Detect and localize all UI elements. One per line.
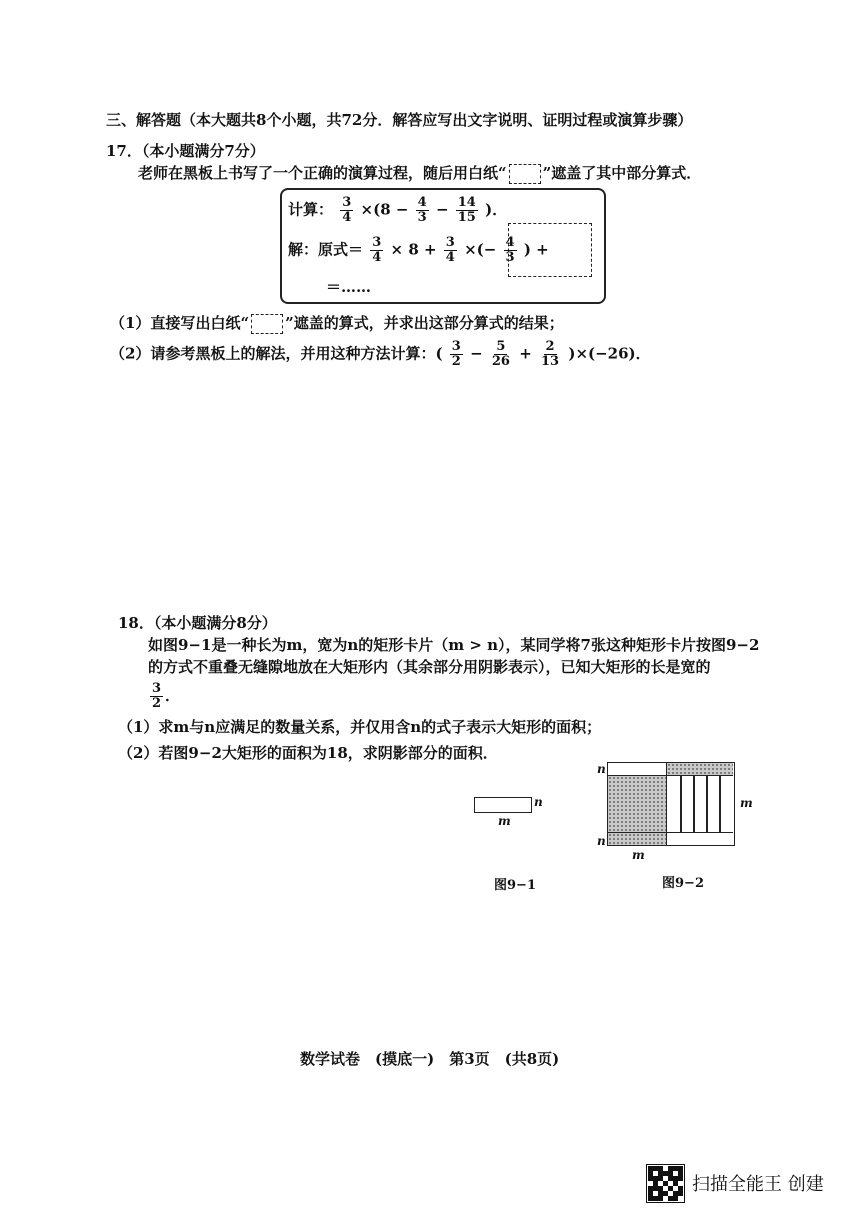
frac-num: 5 — [496, 339, 506, 354]
q17-intro — [138, 162, 701, 184]
frac-num: 3 — [152, 681, 162, 696]
calc-mid: ×(8 − — [360, 200, 409, 219]
frac-num: 3 — [445, 235, 455, 250]
card-divider — [680, 776, 682, 832]
sol-label: 解：原式＝ — [288, 240, 364, 259]
p2-end: )×(−26)． — [568, 344, 651, 363]
calc-frac3 — [456, 196, 478, 225]
frac-den: 4 — [372, 250, 382, 265]
q17-part2-text: （2）请参考黑板上的解法，并用这种方法计算：( — [110, 344, 443, 363]
sol-frac2 — [444, 236, 457, 265]
q18-frac — [150, 682, 163, 711]
qr-grid — [646, 1164, 685, 1203]
q18-line1: 如图9−1是一种长为m，宽为n的矩形卡片（m > n），某同学将7张这种矩形卡片按图9−2 — [148, 636, 760, 654]
calc-label: 计算： — [288, 200, 334, 219]
frac-den: 13 — [541, 354, 560, 369]
q17-part1-after: ”遮盖的算式，并求出这部分算式的结果； — [285, 314, 564, 332]
fig9-2-bottom-card — [667, 832, 733, 845]
qr-code-icon — [646, 1164, 685, 1203]
p2-frac3 — [539, 340, 561, 369]
frac-den: 3 — [417, 210, 427, 225]
fig9-2-big-rect — [607, 762, 735, 846]
frac-den: 4 — [445, 250, 455, 265]
white-paper-box-small — [251, 314, 283, 334]
frac-num: 3 — [372, 235, 382, 250]
q18-part2: （2）若图9−2大矩形的面积为18，求阴影部分的面积． — [118, 744, 498, 762]
frac-den: 2 — [152, 696, 162, 711]
watermark-text: 扫描全能王 创建 — [692, 1174, 824, 1195]
q18-line2: 的方式不重叠无缝隙地放在大矩形内（其余部分用阴影表示），已知大矩形的长是宽的 — [148, 658, 711, 676]
fig9-1-label-m: m — [498, 814, 511, 828]
q17-part1 — [110, 312, 564, 334]
fig9-2-shade-top-right — [667, 763, 733, 776]
section-heading: 三、解答题（本大题共8个小题，共72分．解答应写出文字说明、证明过程或演算步骤） — [106, 111, 693, 129]
frac-num: 4 — [505, 235, 515, 250]
frac-num: 3 — [342, 195, 352, 210]
calc-end: )． — [485, 200, 508, 219]
p2-frac1 — [450, 340, 463, 369]
card-divider — [693, 776, 695, 832]
q18-number: 18．（本小题满分8分） — [118, 614, 277, 632]
q17-part1-before: （1）直接写出白纸“ — [110, 314, 250, 332]
board-result-line: ＝…… — [326, 278, 372, 296]
p2-plus: + — [519, 344, 532, 363]
frac-num: 2 — [545, 339, 555, 354]
card-divider — [719, 776, 721, 832]
calc-frac2 — [416, 196, 429, 225]
fig9-2-label-m-bottom: m — [632, 848, 645, 862]
sol-mid2: ×(− — [464, 240, 497, 259]
frac-num: 4 — [417, 195, 427, 210]
white-paper-box — [509, 164, 541, 184]
fig9-1-label-n: n — [534, 795, 543, 809]
q17-intro-before: 老师在黑板上书写了一个正确的演算过程，随后用白纸“ — [138, 164, 507, 182]
blackboard-box — [280, 188, 606, 304]
fig9-1-caption: 图9−1 — [494, 878, 536, 893]
q18-frac-end: ． — [165, 686, 181, 705]
sol-end: ) + — [523, 240, 549, 259]
frac-den: 4 — [342, 210, 352, 225]
fig9-2-shade-bottom-left — [608, 832, 667, 845]
fig9-2-vertical-cards — [667, 776, 733, 832]
p2-minus: − — [470, 344, 483, 363]
fig9-2-caption: 图9−2 — [662, 876, 704, 891]
p2-frac2 — [490, 340, 512, 369]
frac-num: 14 — [457, 195, 476, 210]
covered-area-box — [508, 223, 592, 277]
calc-minus: − — [435, 200, 449, 219]
frac-num: 3 — [451, 339, 461, 354]
fig9-1-card — [474, 797, 532, 813]
frac-den: 15 — [457, 210, 476, 225]
q17-intro-after: ”遮盖了其中部分算式． — [542, 164, 702, 182]
q17-part2 — [110, 340, 651, 369]
frac-den: 26 — [491, 354, 510, 369]
q17-number: 17．（本小题满分7分） — [106, 142, 265, 160]
fig9-2-label-m-right: m — [740, 796, 753, 810]
frac-den: 2 — [451, 354, 461, 369]
card-divider — [706, 776, 708, 832]
page-footer: 数学试卷 (摸底一) 第3页 (共8页) — [300, 1050, 560, 1068]
calc-frac1 — [340, 196, 353, 225]
sol-frac1 — [370, 236, 383, 265]
frac-den: 3 — [505, 250, 515, 265]
fig9-2-shade-left — [608, 776, 667, 832]
sol-mid1: × 8 + — [390, 240, 437, 259]
fig9-2-label-n-bottom: n — [597, 834, 606, 848]
fig9-2-label-n-top: n — [597, 762, 606, 776]
fig9-2-top-card — [608, 763, 667, 776]
q18-part1: （1）求m与n应满足的数量关系，并仅用含n的式子表示大矩形的面积； — [118, 718, 602, 736]
board-calc-line — [288, 196, 507, 225]
q18-fraction-line — [148, 682, 180, 711]
